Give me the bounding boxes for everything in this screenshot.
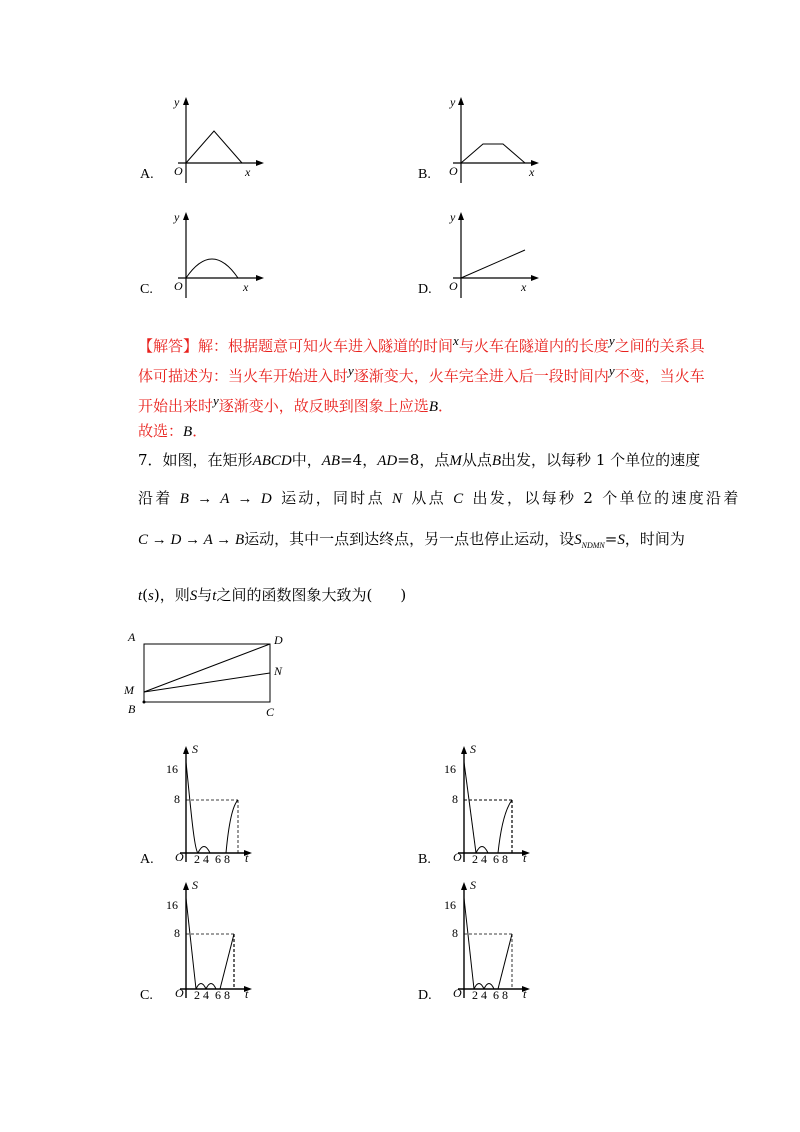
x-axis-label: x (521, 280, 527, 294)
origin-label: O (449, 279, 458, 293)
option-label: A. (140, 852, 154, 867)
x-axis-label: x (245, 165, 251, 179)
answer-choice: 故选：B． (138, 422, 208, 440)
y-axis-label: y (450, 210, 456, 224)
option-label: A. (140, 167, 154, 182)
graph-arc (168, 210, 278, 305)
graph-option-d[interactable] (418, 210, 548, 305)
option-label: D. (418, 988, 432, 1003)
tick-16-label: 16 (166, 762, 178, 776)
origin-label: O (453, 850, 462, 864)
x-axis-label: x (529, 165, 535, 179)
s-graph-option-a[interactable] (140, 740, 280, 870)
tick-8-label: 8 (174, 926, 180, 940)
tick-16-label: 16 (444, 898, 456, 912)
t-axis-label: t (245, 851, 249, 865)
problem-line-2: 沿着 B → A → D 运动，同时点 N 从点 C 出发，以每秒 2 个单位的速度沿着 (138, 489, 741, 507)
problem-line-3: C → D → A → B运动，其中一点到达终点，另一点也停止运动，设$S_{NDMN}=S$，时间为 (138, 530, 685, 550)
s-axis-label: S (470, 742, 476, 756)
t-axis-label: t (523, 851, 527, 865)
s-graph-option-d[interactable] (418, 876, 558, 1006)
answer-line-1: 【解答】解：根据题意可知火车进入隧道的时间$^x$与火车在隧道内的长度$^y$之间的关系具 (138, 333, 705, 355)
graph-option-b[interactable] (418, 95, 548, 190)
vertex-b-label: B (128, 702, 136, 716)
tick-16-label: 16 (166, 898, 178, 912)
s-graph-option-c[interactable] (140, 876, 280, 1006)
rectangle-figure (122, 630, 302, 720)
t-ticks-label: 2 4 6 8 (194, 852, 230, 866)
option-label: C. (140, 988, 153, 1003)
graph-line (443, 210, 553, 305)
s-axis-label: S (470, 878, 476, 892)
option-label: B. (418, 852, 431, 867)
graph-trapezoid (443, 95, 553, 190)
s-graph-option-b[interactable] (418, 740, 558, 870)
origin-label: O (174, 164, 183, 178)
s-graph-c (140, 876, 280, 1006)
s-graph-d (418, 876, 558, 1006)
vertex-d-label: D (274, 633, 283, 647)
origin-label: O (174, 279, 183, 293)
origin-label: O (175, 850, 184, 864)
y-axis-label: y (174, 95, 180, 109)
origin-label: O (453, 986, 462, 1000)
tick-8-label: 8 (174, 792, 180, 806)
y-axis-label: y (174, 210, 180, 224)
s-axis-label: S (192, 878, 198, 892)
problem-line-4: t(s)，则S与t之间的函数图象大致为( ) (138, 586, 407, 604)
graph-option-a[interactable] (140, 95, 270, 190)
point-m-label: M (124, 683, 134, 697)
problem-number: 7． (138, 451, 163, 469)
tick-16-label: 16 (444, 762, 456, 776)
t-axis-label: t (523, 987, 527, 1001)
graph-option-c[interactable] (140, 210, 270, 305)
s-graph-b (418, 740, 558, 870)
vertex-c-label: C (266, 705, 275, 719)
s-graph-a (140, 740, 280, 870)
option-label: B. (418, 167, 431, 182)
answer-line-3: 开始出来时$^y$逐渐变小，故反映到图象上应选B． (138, 393, 453, 415)
tick-8-label: 8 (452, 792, 458, 806)
s-axis-label: S (192, 742, 198, 756)
x-axis-label: x (243, 280, 249, 294)
option-label: C. (140, 282, 153, 297)
vertex-a-label: A (128, 630, 136, 644)
t-ticks-label: 2 4 6 8 (194, 988, 230, 1002)
t-axis-label: t (245, 987, 249, 1001)
t-ticks-label: 2 4 6 8 (472, 988, 508, 1002)
answer-line-2: 体可描述为：当火车开始进入时$^y$逐渐变大，火车完全进入后一段时间内$^y$不变，当火车 (138, 363, 705, 385)
point-n-label: N (274, 664, 283, 678)
y-axis-label: y (450, 95, 456, 109)
problem-line-1: 7．如图，在矩形ABCD中，AB=4，AD=8，点M从点B出发，以每秒 1 个单位的速度 (138, 451, 701, 469)
graph-triangle (168, 95, 278, 190)
answer-tag: 【解答】 (138, 337, 199, 355)
tick-8-label: 8 (452, 926, 458, 940)
option-label: D. (418, 282, 432, 297)
origin-label: O (175, 986, 184, 1000)
t-ticks-label: 2 4 6 8 (472, 852, 508, 866)
origin-label: O (449, 164, 458, 178)
